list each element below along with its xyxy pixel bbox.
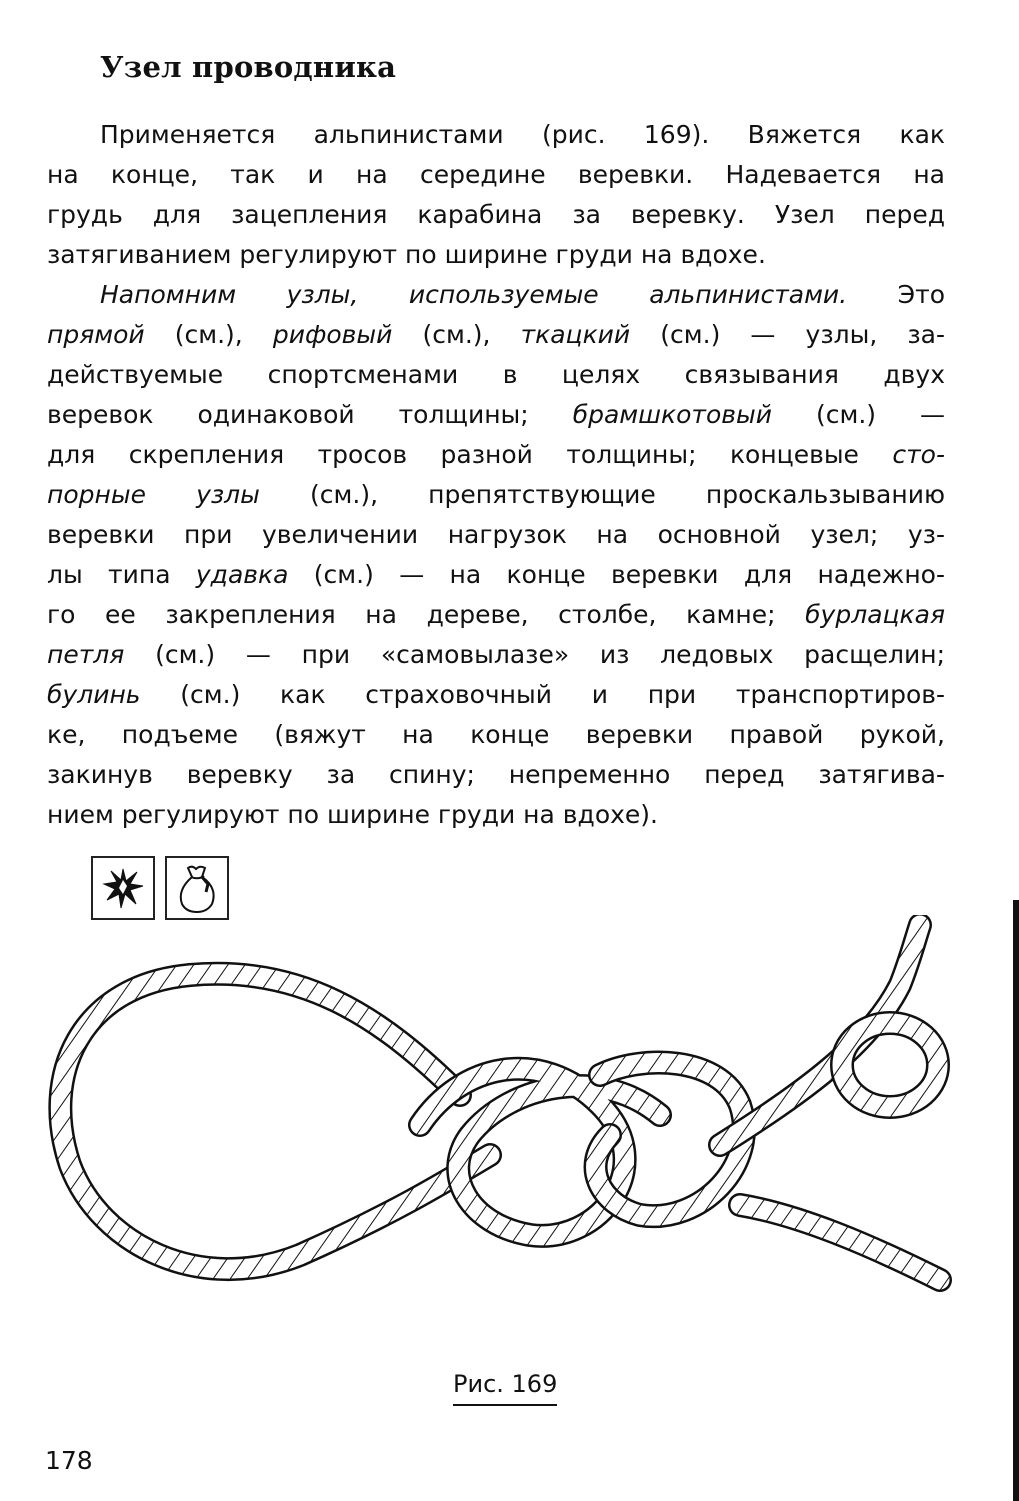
bowline-knot-illustration [40,915,970,1300]
text-line: порные узлы (см.), препятствующие проскальзыванию [47,480,945,509]
text-line: Напомним узлы, используемые альпинистами. Это [100,280,945,309]
text-line: Применяется альпинистами (рис. 169). Вяжется как [100,120,945,149]
text-line: закинув веревку за спину; непременно перед затягива- [47,760,945,789]
bag-icon [165,856,229,920]
body-text [47,115,945,835]
text-line: петля (см.) — при «самовылазе» из ледовых расщелин; [47,640,945,669]
figure-caption: Рис. 169 [453,1370,557,1406]
text-line: для скрепления тросов разной толщины; концевые сто- [47,440,945,469]
text-line: веревки при увеличении нагрузок на основной узел; уз- [47,520,945,549]
text-line: ке, подъеме (вяжут на конце веревки правой рукой, [47,720,945,749]
star-burst-icon [91,856,155,920]
text-line: веревок одинаковой толщины; брамшкотовый (см.) — [47,400,945,429]
text-line: действуемые спортсменами в целях связывания двух [47,360,945,389]
text-line: прямой (см.), рифовый (см.), ткацкий (см.) — узлы, за- [47,320,946,349]
icon-row [91,856,229,920]
text-line: нием регулируют по ширине груди на вдохе). [47,800,658,829]
page-edge-shadow [1013,900,1019,1501]
text-line: на конце, так и на середине веревки. Надевается на [47,160,945,189]
paragraph-2 [47,275,945,835]
text-line: булинь (см.) как страховочный и при транспортиров- [47,680,945,709]
text-line: грудь для зацепления карабина за веревку. Узел перед [47,200,945,229]
page-number: 178 [45,1446,93,1475]
text-line: затягиванием регулируют по ширине груди на вдохе. [47,240,766,269]
section-title: Узел проводника [100,50,397,84]
text-line: лы типа удавка (см.) — на конце веревки для надежно- [47,560,945,589]
paragraph-1 [47,115,945,275]
text-line: го ее закрепления на дереве, столбе, камне; бурлацкая [47,600,945,629]
